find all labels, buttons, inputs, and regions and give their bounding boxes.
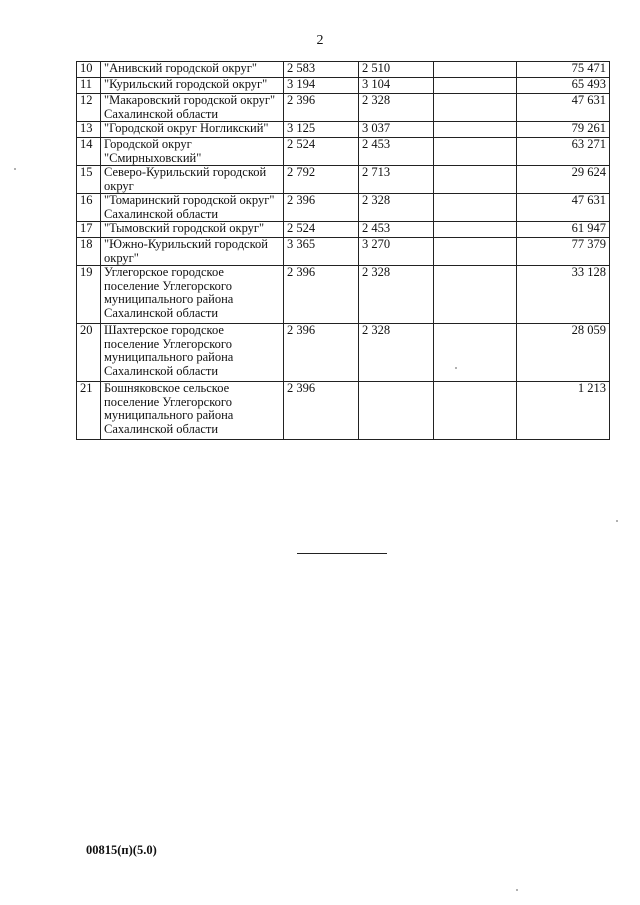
row-number: 16 <box>77 194 101 222</box>
municipalities-table <box>76 61 610 440</box>
value-column-2: 2 510 <box>359 62 434 78</box>
municipality-name: "Томаринский городской округ" Сахалинской области <box>101 194 284 222</box>
value-column-1: 3 194 <box>284 78 359 94</box>
table-row <box>77 324 610 382</box>
row-number: 13 <box>77 122 101 138</box>
table-row <box>77 122 610 138</box>
municipality-name: "Анивский городской округ" <box>101 62 284 78</box>
closing-rule <box>297 553 387 554</box>
municipality-name: Шахтерское городское поселение Углегорского муниципального района Сахалинской области <box>101 324 284 382</box>
row-number: 19 <box>77 266 101 324</box>
value-column-1: 2 396 <box>284 382 359 440</box>
municipality-name: "Городской округ Ногликский" <box>101 122 284 138</box>
row-number: 10 <box>77 62 101 78</box>
row-number: 12 <box>77 94 101 122</box>
table-row <box>77 62 610 78</box>
value-column-2: 3 270 <box>359 238 434 266</box>
total-value: 65 493 <box>517 78 610 94</box>
row-number: 14 <box>77 138 101 166</box>
row-number: 20 <box>77 324 101 382</box>
table-row <box>77 222 610 238</box>
row-number: 21 <box>77 382 101 440</box>
row-number: 17 <box>77 222 101 238</box>
scan-speck <box>455 367 457 369</box>
row-number: 11 <box>77 78 101 94</box>
total-value: 33 128 <box>517 266 610 324</box>
total-value: 47 631 <box>517 94 610 122</box>
value-column-2: 2 453 <box>359 138 434 166</box>
table-row <box>77 94 610 122</box>
value-column-3 <box>434 222 517 238</box>
municipality-name: Северо-Курильский городской округ <box>101 166 284 194</box>
value-column-2: 2 328 <box>359 324 434 382</box>
value-column-2: 3 037 <box>359 122 434 138</box>
table-row <box>77 238 610 266</box>
value-column-2: 3 104 <box>359 78 434 94</box>
value-column-3 <box>434 194 517 222</box>
value-column-1: 3 125 <box>284 122 359 138</box>
row-number: 18 <box>77 238 101 266</box>
municipality-name: "Южно-Курильский городской округ" <box>101 238 284 266</box>
table-row <box>77 138 610 166</box>
value-column-2: 2 328 <box>359 194 434 222</box>
municipality-name: "Курильский городской округ" <box>101 78 284 94</box>
table-row <box>77 194 610 222</box>
total-value: 75 471 <box>517 62 610 78</box>
total-value: 47 631 <box>517 194 610 222</box>
value-column-1: 2 396 <box>284 266 359 324</box>
table-row <box>77 266 610 324</box>
value-column-3 <box>434 94 517 122</box>
value-column-1: 2 396 <box>284 94 359 122</box>
value-column-1: 2 396 <box>284 194 359 222</box>
value-column-3 <box>434 78 517 94</box>
value-column-2: 2 328 <box>359 94 434 122</box>
value-column-3 <box>434 166 517 194</box>
value-column-3 <box>434 266 517 324</box>
value-column-3 <box>434 138 517 166</box>
value-column-1: 2 396 <box>284 324 359 382</box>
value-column-3 <box>434 324 517 382</box>
municipality-name: "Тымовский городской округ" <box>101 222 284 238</box>
value-column-2: 2 713 <box>359 166 434 194</box>
table-row <box>77 166 610 194</box>
value-column-2 <box>359 382 434 440</box>
municipality-name: Городской округ "Смирныховский" <box>101 138 284 166</box>
value-column-3 <box>434 382 517 440</box>
total-value: 1 213 <box>517 382 610 440</box>
table-row <box>77 382 610 440</box>
municipality-name: Углегорское городское поселение Углегорского муниципального района Сахалинской области <box>101 266 284 324</box>
value-column-2: 2 453 <box>359 222 434 238</box>
total-value: 29 624 <box>517 166 610 194</box>
municipality-name: "Макаровский городской округ" Сахалинской области <box>101 94 284 122</box>
value-column-1: 2 524 <box>284 222 359 238</box>
value-column-3 <box>434 238 517 266</box>
total-value: 63 271 <box>517 138 610 166</box>
value-column-2: 2 328 <box>359 266 434 324</box>
document-code: 00815(п)(5.0) <box>86 843 157 857</box>
total-value: 28 059 <box>517 324 610 382</box>
value-column-1: 2 524 <box>284 138 359 166</box>
total-value: 79 261 <box>517 122 610 138</box>
total-value: 61 947 <box>517 222 610 238</box>
row-number: 15 <box>77 166 101 194</box>
scan-speck <box>616 520 618 522</box>
total-value: 77 379 <box>517 238 610 266</box>
value-column-3 <box>434 122 517 138</box>
value-column-1: 3 365 <box>284 238 359 266</box>
municipality-name: Бошняковское сельское поселение Углегорского муниципального района Сахалинской области <box>101 382 284 440</box>
value-column-1: 2 583 <box>284 62 359 78</box>
value-column-1: 2 792 <box>284 166 359 194</box>
table-row <box>77 78 610 94</box>
scan-speck <box>14 168 16 170</box>
page-number: 2 <box>316 33 324 48</box>
value-column-3 <box>434 62 517 78</box>
scan-speck <box>516 889 518 891</box>
